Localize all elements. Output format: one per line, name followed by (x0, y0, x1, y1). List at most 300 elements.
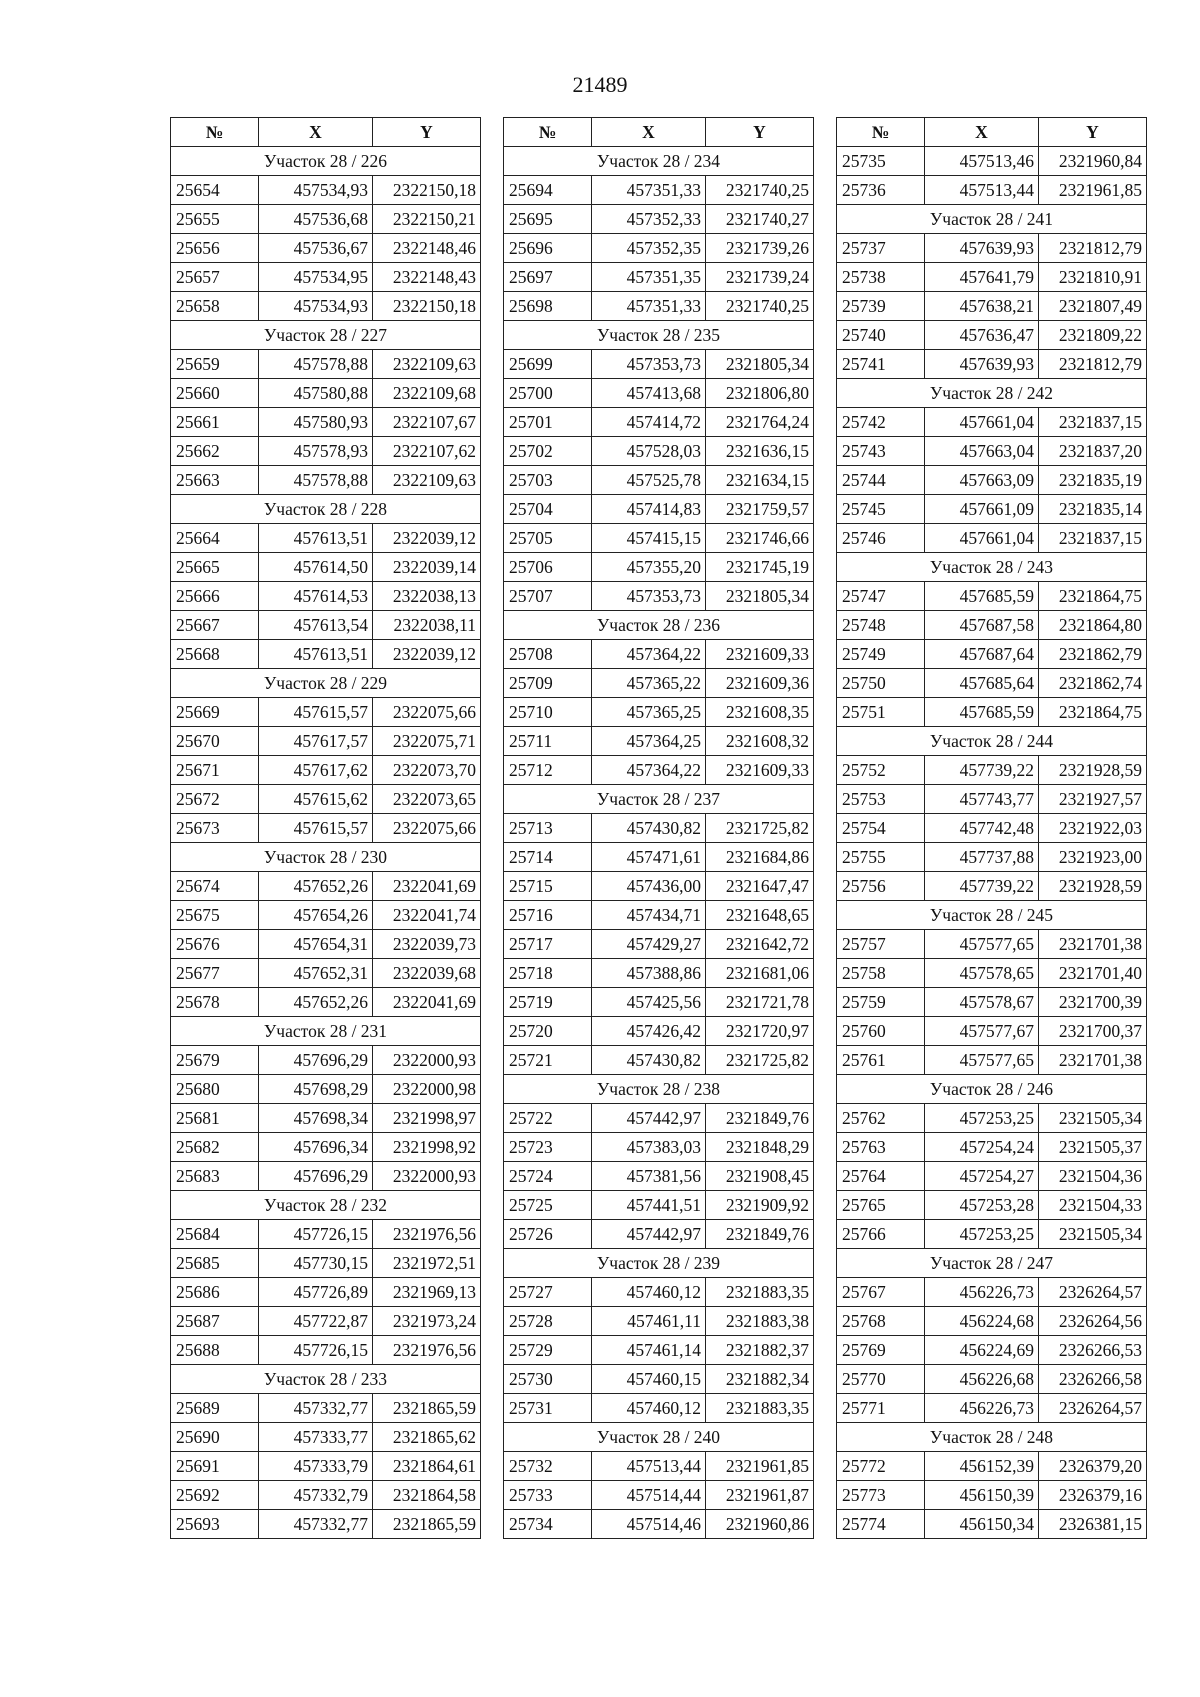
table-row (837, 872, 1147, 901)
table-row (504, 843, 814, 872)
section-row (504, 785, 814, 814)
section-row (504, 1249, 814, 1278)
y-coordinate: 2321505,34 (1039, 1220, 1147, 1249)
table-row (171, 1104, 481, 1133)
section-title: Участок 28 / 246 (837, 1075, 1147, 1104)
x-coordinate: 457577,65 (925, 1046, 1039, 1075)
x-coordinate: 457614,50 (259, 553, 373, 582)
section-row (171, 495, 481, 524)
y-coordinate: 2322000,98 (373, 1075, 481, 1104)
x-coordinate: 457638,21 (925, 292, 1039, 321)
point-number: 25763 (837, 1133, 925, 1162)
table-row (837, 292, 1147, 321)
point-number: 25757 (837, 930, 925, 959)
y-coordinate: 2322075,71 (373, 727, 481, 756)
x-coordinate: 457536,67 (259, 234, 373, 263)
y-coordinate: 2321746,66 (706, 524, 814, 553)
point-number: 25758 (837, 959, 925, 988)
table-row (171, 234, 481, 263)
x-coordinate: 457698,34 (259, 1104, 373, 1133)
point-number: 25713 (504, 814, 592, 843)
point-number: 25677 (171, 959, 259, 988)
table-row (171, 1278, 481, 1307)
table-row (837, 1191, 1147, 1220)
point-number: 25724 (504, 1162, 592, 1191)
x-coordinate: 457442,97 (592, 1104, 706, 1133)
table-row (171, 727, 481, 756)
point-number: 25747 (837, 582, 925, 611)
table-row (837, 466, 1147, 495)
y-coordinate: 2321700,39 (1039, 988, 1147, 1017)
y-coordinate: 2326379,16 (1039, 1481, 1147, 1510)
x-coordinate: 457536,68 (259, 205, 373, 234)
table-row (171, 959, 481, 988)
table-row (171, 524, 481, 553)
table-row (171, 1336, 481, 1365)
x-coordinate: 457460,12 (592, 1278, 706, 1307)
point-number: 25744 (837, 466, 925, 495)
coordinate-table-middle (503, 117, 814, 1539)
point-number: 25698 (504, 292, 592, 321)
point-number: 25766 (837, 1220, 925, 1249)
section-title: Участок 28 / 234 (504, 147, 814, 176)
x-coordinate: 457388,86 (592, 959, 706, 988)
x-coordinate: 457528,03 (592, 437, 706, 466)
y-coordinate: 2321505,34 (1039, 1104, 1147, 1133)
x-coordinate: 457652,31 (259, 959, 373, 988)
table-header-row (837, 118, 1147, 147)
table-row (504, 698, 814, 727)
table-row (171, 1075, 481, 1104)
x-coordinate: 457513,44 (592, 1452, 706, 1481)
x-coordinate: 457434,71 (592, 901, 706, 930)
point-number: 25727 (504, 1278, 592, 1307)
point-number: 25690 (171, 1423, 259, 1452)
table-row (837, 234, 1147, 263)
point-number: 25658 (171, 292, 259, 321)
x-coordinate: 457364,22 (592, 756, 706, 785)
table-row (837, 640, 1147, 669)
x-coordinate: 457352,33 (592, 205, 706, 234)
y-coordinate: 2322075,66 (373, 814, 481, 843)
table-row (504, 437, 814, 466)
point-number: 25678 (171, 988, 259, 1017)
table-row (171, 1510, 481, 1539)
point-number: 25756 (837, 872, 925, 901)
y-coordinate: 2322150,18 (373, 176, 481, 205)
point-number: 25709 (504, 669, 592, 698)
y-coordinate: 2321740,27 (706, 205, 814, 234)
x-coordinate: 457617,57 (259, 727, 373, 756)
x-coordinate: 457461,14 (592, 1336, 706, 1365)
x-coordinate: 457333,79 (259, 1452, 373, 1481)
x-coordinate: 457663,04 (925, 437, 1039, 466)
point-number: 25673 (171, 814, 259, 843)
section-row (837, 205, 1147, 234)
point-number: 25750 (837, 669, 925, 698)
point-number: 25668 (171, 640, 259, 669)
table-row (171, 292, 481, 321)
point-number: 25666 (171, 582, 259, 611)
y-coordinate: 2322109,68 (373, 379, 481, 408)
x-coordinate: 456226,68 (925, 1365, 1039, 1394)
table-row (837, 582, 1147, 611)
x-coordinate: 457639,93 (925, 234, 1039, 263)
x-coordinate: 457383,03 (592, 1133, 706, 1162)
y-coordinate: 2321812,79 (1039, 234, 1147, 263)
point-number: 25717 (504, 930, 592, 959)
x-coordinate: 457685,64 (925, 669, 1039, 698)
table-row (837, 1307, 1147, 1336)
table-header-row (504, 118, 814, 147)
x-coordinate: 457442,97 (592, 1220, 706, 1249)
point-number: 25753 (837, 785, 925, 814)
point-number: 25697 (504, 263, 592, 292)
point-number: 25667 (171, 611, 259, 640)
section-title: Участок 28 / 236 (504, 611, 814, 640)
x-coordinate: 457352,35 (592, 234, 706, 263)
y-coordinate: 2321862,74 (1039, 669, 1147, 698)
section-row (837, 1075, 1147, 1104)
y-coordinate: 2321609,33 (706, 756, 814, 785)
point-number: 25708 (504, 640, 592, 669)
point-number: 25714 (504, 843, 592, 872)
section-title: Участок 28 / 231 (171, 1017, 481, 1046)
y-coordinate: 2321835,19 (1039, 466, 1147, 495)
point-number: 25679 (171, 1046, 259, 1075)
x-coordinate: 457253,28 (925, 1191, 1039, 1220)
table-row (837, 756, 1147, 785)
table-row (837, 1046, 1147, 1075)
y-coordinate: 2321928,59 (1039, 872, 1147, 901)
section-title: Участок 28 / 239 (504, 1249, 814, 1278)
header-x: X (592, 118, 706, 147)
y-coordinate: 2321883,35 (706, 1394, 814, 1423)
y-coordinate: 2322039,68 (373, 959, 481, 988)
y-coordinate: 2322107,67 (373, 408, 481, 437)
y-coordinate: 2321864,75 (1039, 698, 1147, 727)
table-row (504, 1394, 814, 1423)
y-coordinate: 2321848,29 (706, 1133, 814, 1162)
point-number: 25669 (171, 698, 259, 727)
x-coordinate: 457514,46 (592, 1510, 706, 1539)
section-row (171, 1191, 481, 1220)
x-coordinate: 457414,83 (592, 495, 706, 524)
table-row (171, 988, 481, 1017)
point-number: 25692 (171, 1481, 259, 1510)
section-row (171, 1017, 481, 1046)
coordinate-table-right (836, 117, 1147, 1539)
x-coordinate: 457365,22 (592, 669, 706, 698)
section-row (171, 1365, 481, 1394)
point-number: 25657 (171, 263, 259, 292)
point-number: 25760 (837, 1017, 925, 1046)
table-row (504, 1336, 814, 1365)
table-row (171, 1307, 481, 1336)
x-coordinate: 457639,93 (925, 350, 1039, 379)
y-coordinate: 2321883,35 (706, 1278, 814, 1307)
x-coordinate: 457578,88 (259, 350, 373, 379)
x-coordinate: 457661,09 (925, 495, 1039, 524)
section-title: Участок 28 / 242 (837, 379, 1147, 408)
table-row (837, 1162, 1147, 1191)
section-row (504, 1423, 814, 1452)
section-title: Участок 28 / 245 (837, 901, 1147, 930)
point-number: 25751 (837, 698, 925, 727)
table-row (504, 1481, 814, 1510)
x-coordinate: 457661,04 (925, 524, 1039, 553)
table-row (504, 292, 814, 321)
table-row (837, 408, 1147, 437)
point-number: 25687 (171, 1307, 259, 1336)
x-coordinate: 457436,00 (592, 872, 706, 901)
y-coordinate: 2322109,63 (373, 350, 481, 379)
y-coordinate: 2321882,37 (706, 1336, 814, 1365)
table-row (504, 1162, 814, 1191)
x-coordinate: 457254,27 (925, 1162, 1039, 1191)
x-coordinate: 457730,15 (259, 1249, 373, 1278)
x-coordinate: 457722,87 (259, 1307, 373, 1336)
x-coordinate: 457460,15 (592, 1365, 706, 1394)
table-row (837, 176, 1147, 205)
section-row (171, 321, 481, 350)
section-title: Участок 28 / 226 (171, 147, 481, 176)
x-coordinate: 457641,79 (925, 263, 1039, 292)
point-number: 25732 (504, 1452, 592, 1481)
table-row (837, 263, 1147, 292)
x-coordinate: 457617,62 (259, 756, 373, 785)
x-coordinate: 457577,65 (925, 930, 1039, 959)
y-coordinate: 2321504,33 (1039, 1191, 1147, 1220)
x-coordinate: 457726,15 (259, 1220, 373, 1249)
x-coordinate: 457737,88 (925, 843, 1039, 872)
y-coordinate: 2321809,22 (1039, 321, 1147, 350)
point-number: 25706 (504, 553, 592, 582)
table-row (504, 1278, 814, 1307)
y-coordinate: 2321636,15 (706, 437, 814, 466)
point-number: 25685 (171, 1249, 259, 1278)
y-coordinate: 2321807,49 (1039, 292, 1147, 321)
point-number: 25694 (504, 176, 592, 205)
section-row (171, 147, 481, 176)
table-row (171, 872, 481, 901)
y-coordinate: 2321740,25 (706, 292, 814, 321)
y-coordinate: 2321969,13 (373, 1278, 481, 1307)
y-coordinate: 2321725,82 (706, 814, 814, 843)
x-coordinate: 457577,67 (925, 1017, 1039, 1046)
x-coordinate: 457613,51 (259, 524, 373, 553)
x-coordinate: 457460,12 (592, 1394, 706, 1423)
section-row (171, 669, 481, 698)
y-coordinate: 2321835,14 (1039, 495, 1147, 524)
table-row (171, 408, 481, 437)
point-number: 25675 (171, 901, 259, 930)
y-coordinate: 2322041,69 (373, 988, 481, 1017)
point-number: 25774 (837, 1510, 925, 1539)
y-coordinate: 2321812,79 (1039, 350, 1147, 379)
table-row (504, 263, 814, 292)
x-coordinate: 457365,25 (592, 698, 706, 727)
point-number: 25752 (837, 756, 925, 785)
table-row (837, 1481, 1147, 1510)
table-row (837, 959, 1147, 988)
point-number: 25737 (837, 234, 925, 263)
x-coordinate: 457351,33 (592, 176, 706, 205)
point-number: 25772 (837, 1452, 925, 1481)
y-coordinate: 2321701,38 (1039, 930, 1147, 959)
x-coordinate: 457364,25 (592, 727, 706, 756)
point-number: 25734 (504, 1510, 592, 1539)
header-x: X (259, 118, 373, 147)
header-number: № (504, 118, 592, 147)
y-coordinate: 2321976,56 (373, 1336, 481, 1365)
y-coordinate: 2321609,33 (706, 640, 814, 669)
point-number: 25710 (504, 698, 592, 727)
table-row (837, 698, 1147, 727)
y-coordinate: 2322039,12 (373, 524, 481, 553)
table-row (837, 814, 1147, 843)
point-number: 25662 (171, 437, 259, 466)
point-number: 25740 (837, 321, 925, 350)
point-number: 25765 (837, 1191, 925, 1220)
y-coordinate: 2322000,93 (373, 1046, 481, 1075)
y-coordinate: 2321972,51 (373, 1249, 481, 1278)
point-number: 25769 (837, 1336, 925, 1365)
point-number: 25749 (837, 640, 925, 669)
table-row (504, 901, 814, 930)
y-coordinate: 2321865,59 (373, 1510, 481, 1539)
y-coordinate: 2322039,12 (373, 640, 481, 669)
table-row (837, 669, 1147, 698)
y-coordinate: 2322038,11 (373, 611, 481, 640)
point-number: 25754 (837, 814, 925, 843)
point-number: 25705 (504, 524, 592, 553)
y-coordinate: 2321810,91 (1039, 263, 1147, 292)
point-number: 25701 (504, 408, 592, 437)
x-coordinate: 457513,44 (925, 176, 1039, 205)
point-number: 25716 (504, 901, 592, 930)
table-row (171, 379, 481, 408)
x-coordinate: 457696,29 (259, 1162, 373, 1191)
table-row (837, 1365, 1147, 1394)
x-coordinate: 457414,72 (592, 408, 706, 437)
table-row (504, 988, 814, 1017)
x-coordinate: 457580,88 (259, 379, 373, 408)
table-row (504, 495, 814, 524)
x-coordinate: 457578,65 (925, 959, 1039, 988)
x-coordinate: 457254,24 (925, 1133, 1039, 1162)
x-coordinate: 457253,25 (925, 1104, 1039, 1133)
point-number: 25726 (504, 1220, 592, 1249)
x-coordinate: 456152,39 (925, 1452, 1039, 1481)
y-coordinate: 2321862,79 (1039, 640, 1147, 669)
point-number: 25676 (171, 930, 259, 959)
point-number: 25674 (171, 872, 259, 901)
x-coordinate: 457351,35 (592, 263, 706, 292)
y-coordinate: 2322148,43 (373, 263, 481, 292)
point-number: 25742 (837, 408, 925, 437)
y-coordinate: 2321923,00 (1039, 843, 1147, 872)
table-row (837, 1510, 1147, 1539)
table-row (504, 1452, 814, 1481)
table-row (837, 1394, 1147, 1423)
x-coordinate: 457687,64 (925, 640, 1039, 669)
point-number: 25755 (837, 843, 925, 872)
x-coordinate: 457661,04 (925, 408, 1039, 437)
point-number: 25719 (504, 988, 592, 1017)
y-coordinate: 2321725,82 (706, 1046, 814, 1075)
table-row (171, 1452, 481, 1481)
x-coordinate: 457332,77 (259, 1510, 373, 1539)
point-number: 25773 (837, 1481, 925, 1510)
section-row (837, 727, 1147, 756)
table-row (171, 930, 481, 959)
point-number: 25725 (504, 1191, 592, 1220)
point-number: 25663 (171, 466, 259, 495)
point-number: 25702 (504, 437, 592, 466)
y-coordinate: 2321864,61 (373, 1452, 481, 1481)
section-title: Участок 28 / 227 (171, 321, 481, 350)
point-number: 25693 (171, 1510, 259, 1539)
section-row (504, 611, 814, 640)
y-coordinate: 2326381,15 (1039, 1510, 1147, 1539)
table-row (171, 814, 481, 843)
x-coordinate: 457415,15 (592, 524, 706, 553)
x-coordinate: 457364,22 (592, 640, 706, 669)
section-title: Участок 28 / 244 (837, 727, 1147, 756)
table-row (171, 350, 481, 379)
table-row (504, 176, 814, 205)
y-coordinate: 2321927,57 (1039, 785, 1147, 814)
point-number: 25696 (504, 234, 592, 263)
point-number: 25686 (171, 1278, 259, 1307)
table-row (504, 1510, 814, 1539)
table-row (837, 524, 1147, 553)
y-coordinate: 2321806,80 (706, 379, 814, 408)
y-coordinate: 2321973,24 (373, 1307, 481, 1336)
y-coordinate: 2322041,74 (373, 901, 481, 930)
y-coordinate: 2321865,62 (373, 1423, 481, 1452)
y-coordinate: 2321740,25 (706, 176, 814, 205)
point-number: 25739 (837, 292, 925, 321)
point-number: 25728 (504, 1307, 592, 1336)
x-coordinate: 457578,93 (259, 437, 373, 466)
point-number: 25656 (171, 234, 259, 263)
y-coordinate: 2321681,06 (706, 959, 814, 988)
table-row (504, 1191, 814, 1220)
header-number: № (171, 118, 259, 147)
section-row (837, 379, 1147, 408)
x-coordinate: 457429,27 (592, 930, 706, 959)
x-coordinate: 457413,68 (592, 379, 706, 408)
x-coordinate: 457580,93 (259, 408, 373, 437)
x-coordinate: 457698,29 (259, 1075, 373, 1104)
section-title: Участок 28 / 238 (504, 1075, 814, 1104)
x-coordinate: 457381,56 (592, 1162, 706, 1191)
y-coordinate: 2321928,59 (1039, 756, 1147, 785)
y-coordinate: 2321701,40 (1039, 959, 1147, 988)
table-row (504, 1133, 814, 1162)
y-coordinate: 2321608,32 (706, 727, 814, 756)
y-coordinate: 2321864,80 (1039, 611, 1147, 640)
point-number: 25681 (171, 1104, 259, 1133)
y-coordinate: 2322109,63 (373, 466, 481, 495)
y-coordinate: 2321608,35 (706, 698, 814, 727)
table-row (504, 930, 814, 959)
section-row (504, 321, 814, 350)
table-row (504, 1104, 814, 1133)
y-coordinate: 2321849,76 (706, 1104, 814, 1133)
